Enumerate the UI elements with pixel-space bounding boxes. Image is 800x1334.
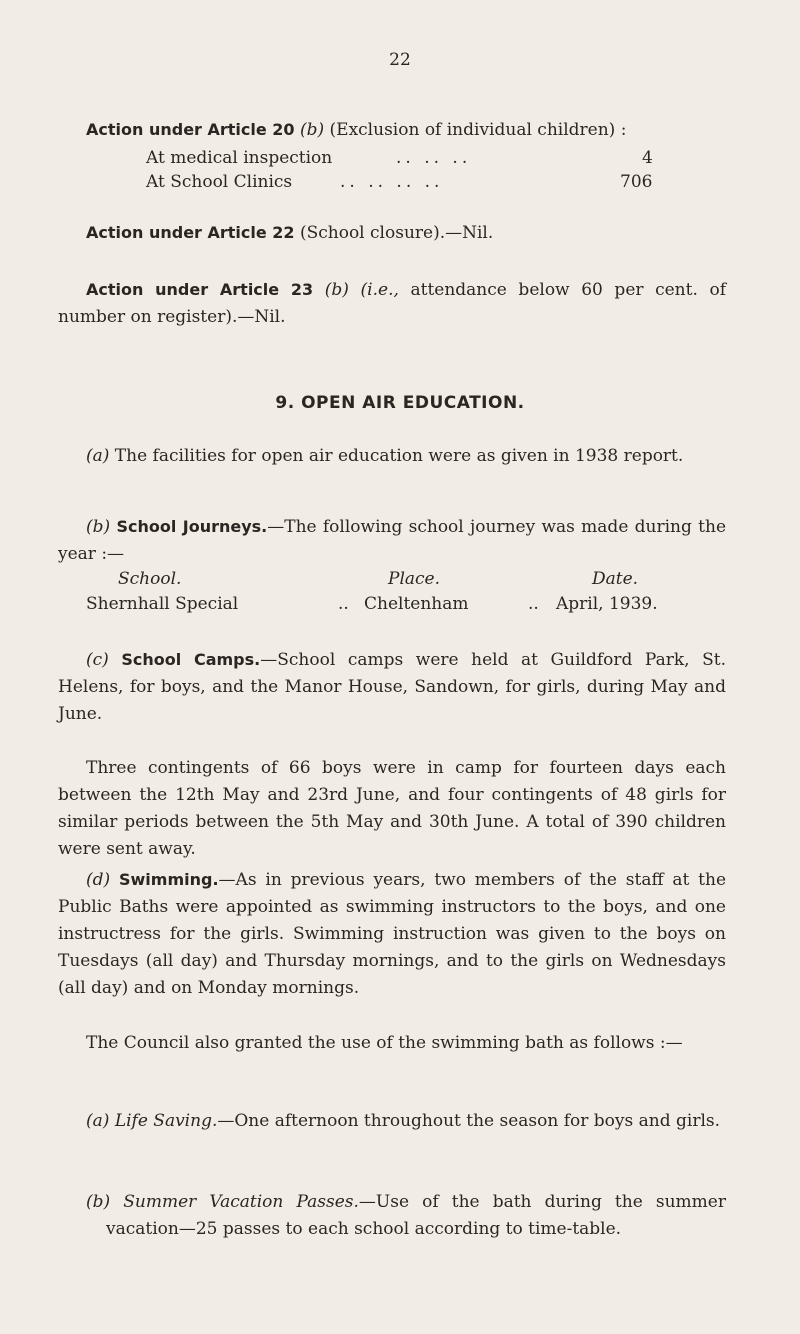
row-leader-dots: .. .. ..: [396, 148, 472, 168]
journey-school: Shernhall Special: [86, 594, 239, 614]
summer-vacation-title: Summer Vacation Passes.: [123, 1192, 359, 1212]
school-journeys-heading: School Journeys.: [116, 517, 268, 536]
table-header-date: Date.: [592, 569, 639, 589]
paragraph-school-journeys: (b) School Journeys.—The following school journey was made during the year :—: [58, 517, 727, 564]
table-header-school: School.: [118, 569, 182, 589]
row-label: At School Clinics: [146, 172, 293, 192]
paragraph-council: The Council also granted the use of the swimming bath as follows :—: [86, 1033, 683, 1053]
article-23-paragraph: Action under Article 23 (b) (i.e., attendance below 60 per cent. of number on register).—Nil.: [58, 280, 726, 327]
journey-dots-2: ..: [528, 594, 539, 614]
paragraph-contingents: Three contingents of 66 boys were in camp for fourteen days each between the 12th May and 23rd June, and four contingents of 48 girls for similar periods between the 5th May and 30th June. A total of 390 children were sent away.: [58, 758, 726, 859]
life-saving-title: Life Saving.: [114, 1111, 218, 1131]
article-20-label: Action under Article 20: [86, 120, 295, 139]
item-life-saving: (a) Life Saving.—One afternoon throughout the season for boys and girls.: [86, 1111, 721, 1131]
row-value: 4: [642, 148, 653, 168]
swimming-heading: Swimming.: [119, 870, 219, 889]
table-header-place: Place.: [388, 569, 440, 589]
article-23-label: Action under Article 23: [86, 280, 314, 299]
article-22-paragraph: Action under Article 22 (School closure).—Nil.: [86, 223, 494, 243]
section-title: 9. OPEN AIR EDUCATION.: [275, 393, 525, 413]
article-20-heading: [86, 116, 726, 144]
row-leader-dots: .. .. .. ..: [340, 172, 444, 192]
row-medical-inspection: [146, 146, 332, 170]
row-value: 706: [620, 172, 653, 192]
paragraph-swimming: (d) Swimming.—As in previous years, two members of the staff at the Public Baths were appointed as swimming instructors to the boys, and one instructress for the girls. Swimming instruction was given to the boys on Tuesdays (all day) and Thursday mornings, and to the girls on Wednesdays (all day) and on Monday mornings.: [58, 870, 727, 998]
row-school-clinics: [146, 170, 292, 194]
journey-date: April, 1939.: [556, 594, 658, 614]
journey-place: Cheltenham: [364, 594, 469, 614]
journey-dots-1: ..: [338, 594, 349, 614]
paragraph-school-camps: (c) School Camps.—School camps were held at Guildford Park, St. Helens, for boys, and the Manor House, Sandown, for girls, during May and June.: [58, 650, 727, 724]
row-label: At medical inspection: [146, 148, 333, 168]
item-summer-vacation-passes: (b) Summer Vacation Passes.—Use of the bath during the summer vacation—25 passes to each school according to time-table.: [86, 1192, 726, 1239]
school-camps-heading: School Camps.: [121, 650, 261, 669]
article-22-label: Action under Article 22: [86, 223, 295, 242]
article-20-text: (Exclusion of individual children) :: [324, 120, 627, 140]
paragraph-open-air-facilities: (a) The facilities for open air education were as given in 1938 report.: [86, 446, 684, 466]
article-20-letter: (b): [299, 120, 325, 140]
page-number: 22: [389, 50, 411, 70]
